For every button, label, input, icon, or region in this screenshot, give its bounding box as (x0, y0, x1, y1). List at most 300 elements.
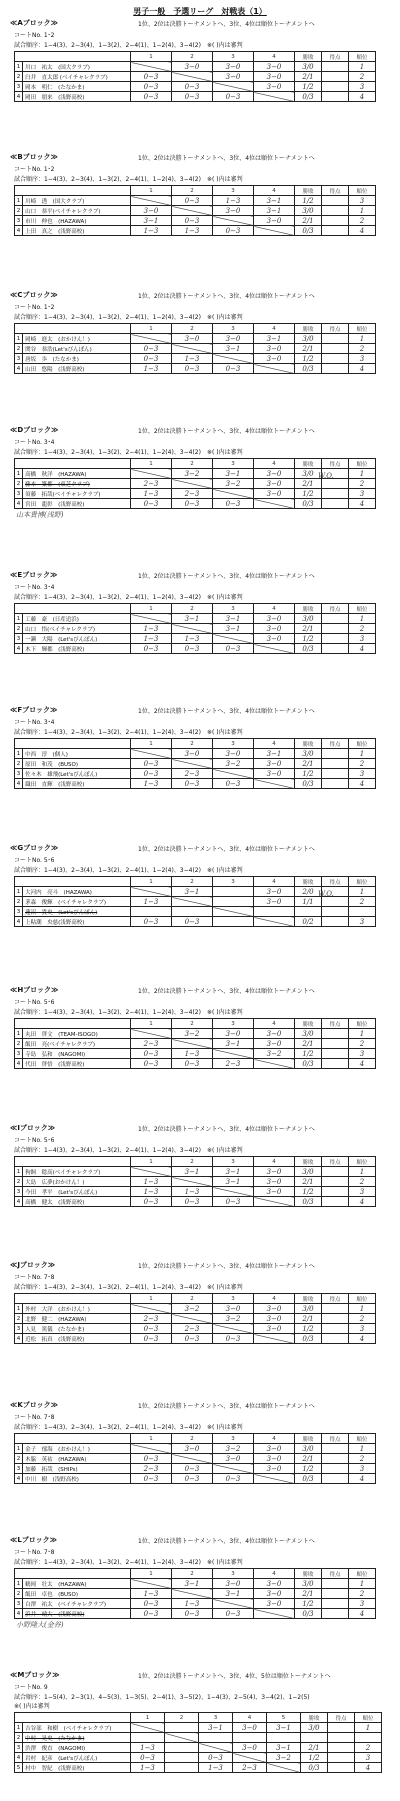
self-match-cell (172, 1589, 213, 1599)
header-cell: 順位 (349, 604, 376, 614)
self-match-cell (213, 216, 254, 226)
player-number: 3 (15, 1743, 23, 1753)
player-name-text: 岡田 朋来 (浅野高校) (25, 94, 85, 101)
match-order: 試合順序：1−4(3)、2−3(4)、1−3(2)、2−4(1)、1−2(4)、3−4(2) ※( )内は審判 (14, 867, 243, 874)
rank: 1 (355, 1723, 382, 1733)
player-name (23, 344, 131, 354)
player-name-text: 中川 樹 (浅野高校) (25, 1476, 79, 1483)
score-cell: 3−2 (172, 1304, 213, 1314)
header-cell: 3 (213, 52, 254, 62)
match-order: 試合順序：1−4(3)、2−3(4)、1−3(2)、2−4(1)、1−2(4)、3−4(2) ※( )内は審判 (14, 176, 243, 183)
rank: 3 (349, 1324, 376, 1334)
win-loss: 2/1 (295, 479, 322, 489)
score-cell: 2−3 (172, 489, 213, 499)
score-cell: 0−3 (131, 1474, 172, 1484)
header-cell: 4 (254, 459, 295, 469)
header-cell: 得点 (322, 1294, 349, 1304)
header-row (15, 1157, 376, 1167)
rank: 2 (355, 1743, 382, 1753)
player-row (15, 479, 376, 489)
player-row (15, 1177, 376, 1187)
player-row (15, 1474, 376, 1484)
header-cell: 3 (213, 1294, 254, 1304)
win-loss: 0/3 (295, 1609, 322, 1619)
rank: 1 (349, 614, 376, 624)
self-match-cell (213, 634, 254, 644)
player-row (15, 779, 376, 789)
win-loss: 1/2 (295, 82, 322, 92)
points (322, 1167, 349, 1177)
rank: 2 (349, 344, 376, 354)
player-row (15, 334, 376, 344)
points (322, 897, 349, 907)
score-cell: 1−3 (131, 624, 172, 634)
player-row (15, 226, 376, 236)
header-cell: 順位 (349, 186, 376, 196)
player-name-text: 上田 真之 (浅野高校) (25, 228, 85, 235)
header-cell: 4 (254, 1019, 295, 1029)
header-cell (15, 1713, 131, 1723)
header-cell: 1 (131, 1713, 165, 1723)
header-cell: 3 (213, 877, 254, 887)
header-cell: 1 (131, 1157, 172, 1167)
header-cell: 4 (254, 1294, 295, 1304)
player-row (15, 1187, 376, 1197)
player-row (15, 489, 376, 499)
player-row (15, 634, 376, 644)
score-cell: 3−2 (267, 1753, 301, 1763)
self-match-cell (172, 1454, 213, 1464)
win-loss (295, 907, 322, 917)
player-name (23, 62, 131, 72)
header-cell: 4 (254, 1434, 295, 1444)
score-cell: 0−3 (131, 1599, 172, 1609)
rank: 2 (349, 759, 376, 769)
rank: 3 (349, 489, 376, 499)
points (322, 334, 349, 344)
self-match-cell (233, 1753, 267, 1763)
score-cell: 3−0 (254, 1029, 295, 1039)
win-loss: 0/3 (295, 1334, 322, 1344)
win-loss: 1/2 (301, 1753, 328, 1763)
score-cell: 0−3 (213, 92, 254, 102)
header-row (15, 1434, 376, 1444)
player-name-text: 飯田 卓也 (BUSO) (25, 1591, 78, 1598)
header-cell: 3 (213, 739, 254, 749)
win-loss: 2/1 (301, 1743, 328, 1753)
self-match-cell (254, 364, 295, 374)
score-cell: 3−2 (213, 1314, 254, 1324)
player-number: 1 (15, 196, 23, 206)
header-cell: 順位 (349, 877, 376, 887)
header-cell: 2 (172, 1294, 213, 1304)
score-cell: 3−0 (254, 1187, 295, 1197)
player-row (15, 1589, 376, 1599)
win-loss: 3/0 (295, 469, 322, 479)
score-cell: 1−3 (131, 897, 172, 907)
points (322, 1579, 349, 1589)
header-cell: 2 (172, 324, 213, 334)
score-cell: 3−1 (254, 196, 295, 206)
score-cell: 3−1 (213, 469, 254, 479)
win-loss: 3/0 (295, 1304, 322, 1314)
player-name-text: 人見 篤儀 (たなかま) (25, 1326, 85, 1333)
player-name (23, 226, 131, 236)
self-match-cell (213, 1187, 254, 1197)
player-number: 1 (15, 1304, 23, 1314)
header-cell: 3 (213, 324, 254, 334)
player-name-text: 鶴岡 壮太 (HAZAWA) (25, 1581, 87, 1588)
player-row (15, 354, 376, 364)
win-loss: 0/3 (301, 1763, 328, 1773)
header-cell: 4 (254, 52, 295, 62)
header-cell: 2 (172, 1434, 213, 1444)
court-number: コートNo. 1･2 (14, 166, 55, 173)
header-row (15, 52, 376, 62)
rank: 2 (349, 1177, 376, 1187)
win-loss: 2/1 (295, 1314, 322, 1324)
rank: 4 (349, 1059, 376, 1069)
rank: 4 (349, 364, 376, 374)
rank: 2 (349, 1589, 376, 1599)
header-cell: 得点 (322, 52, 349, 62)
score-cell: 0−3 (213, 1609, 254, 1619)
handwritten-note: 山本貴博(浅野) (16, 511, 64, 519)
header-cell: 1 (131, 324, 172, 334)
score-cell: 0−3 (131, 1609, 172, 1619)
player-name-text: 中村 晃史 (たなかま) (25, 1735, 85, 1742)
player-name (23, 1464, 131, 1474)
player-row (15, 1049, 376, 1059)
header-cell: 2 (172, 604, 213, 614)
score-cell: 3−1 (267, 1723, 301, 1733)
player-name-text: 木下 輝都 (浅野高校) (25, 646, 85, 653)
score-cell: 3−2 (172, 1029, 213, 1039)
player-name (23, 206, 131, 216)
player-row (15, 206, 376, 216)
player-name-text: 渋澤 俊直 (NAGOMI) (25, 1745, 86, 1752)
score-cell: 3−1 (213, 624, 254, 634)
rank: 2 (349, 72, 376, 82)
player-name-text: 狗飼 稔高(ベイチャレクラブ) (25, 1169, 101, 1176)
score-cell: 3−0 (254, 82, 295, 92)
header-cell: 5 (267, 1713, 301, 1723)
block-name: ≪Kブロック≫ (10, 1401, 58, 1409)
points (322, 1444, 349, 1454)
points (322, 206, 349, 216)
header-cell: 得点 (322, 739, 349, 749)
court-number: コートNo. 7･8 (14, 1274, 55, 1281)
rank: 1 (349, 887, 376, 897)
score-cell: 3−0 (254, 1464, 295, 1474)
self-match-cell (213, 1464, 254, 1474)
score-cell: 3−0 (172, 749, 213, 759)
score-cell: 3−0 (254, 62, 295, 72)
win-loss: 0/3 (295, 1059, 322, 1069)
score-cell: 3−0 (213, 1304, 254, 1314)
self-match-cell (254, 917, 295, 927)
score-cell: 0−3 (199, 1753, 233, 1763)
rank: 2 (349, 1454, 376, 1464)
score-cell: 0−3 (131, 344, 172, 354)
player-name (23, 82, 131, 92)
player-name (23, 72, 131, 82)
score-cell: 0−3 (172, 644, 213, 654)
player-number: 2 (15, 1454, 23, 1464)
points (322, 1589, 349, 1599)
player-name (23, 917, 131, 927)
points (322, 226, 349, 236)
header-cell: 1 (131, 1434, 172, 1444)
header-cell: 4 (254, 186, 295, 196)
self-match-cell (172, 759, 213, 769)
match-order: 試合順序：1−4(3)、2−3(4)、1−3(2)、2−4(1)、1−2(4)、3−4(2) ※( )内は審判 (14, 1147, 243, 1154)
player-number: 1 (15, 1579, 23, 1589)
self-match-cell (172, 1314, 213, 1324)
header-row (15, 877, 376, 887)
score-cell: 3−0 (254, 759, 295, 769)
win-loss: 2/1 (295, 1177, 322, 1187)
rank: 4 (349, 1334, 376, 1344)
points (328, 1723, 355, 1733)
score-cell: 3−0 (254, 769, 295, 779)
self-match-cell (172, 1177, 213, 1187)
score-cell: 1−3 (172, 1187, 213, 1197)
score-cell: 0−3 (131, 499, 172, 509)
player-name (23, 1304, 131, 1314)
player-name-text: 藤本 築都 (東芝クラブ) (25, 481, 90, 488)
player-name (23, 614, 131, 624)
player-row (15, 1197, 376, 1207)
block-advance-note: 1位、2位は決勝トーナメントへ、3位、4位は順位トーナメントへ (138, 293, 315, 300)
score-cell: 0−3 (131, 769, 172, 779)
player-name (23, 479, 131, 489)
player-name-text: 丸田 啓文 (TEAM-ISOGO) (25, 1031, 98, 1038)
score-cell (199, 1733, 233, 1743)
court-number: コートNo. 5･6 (14, 857, 55, 864)
score-cell: 3−1 (199, 1723, 233, 1733)
match-order: 試合順序：1−4(3)、2−3(4)、1−3(2)、2−4(1)、1−2(4)、3−4(2) ※( )内は審判 (14, 1559, 243, 1566)
player-row (15, 1599, 376, 1609)
handwritten-note: 小野隆大(金谷) (16, 1621, 64, 1629)
score-cell: 3−0 (254, 479, 295, 489)
player-name-text: 大河内 亮斗 (HAZAWA) (25, 889, 92, 896)
player-number: 1 (15, 1029, 23, 1039)
points (322, 196, 349, 206)
rank: 3 (349, 769, 376, 779)
win-loss: 0/3 (295, 1197, 322, 1207)
points (322, 499, 349, 509)
score-cell: 1−3 (131, 226, 172, 236)
header-cell: 4 (254, 877, 295, 887)
score-cell: 1−3 (131, 1589, 172, 1599)
header-cell: 2 (172, 1019, 213, 1029)
rank: 1 (349, 1029, 376, 1039)
score-cell: 1−3 (172, 354, 213, 364)
points (322, 1464, 349, 1474)
player-name-text: 高橋 秋洋 (HAZAWA) (25, 471, 87, 478)
player-name-text: 蓮沼 貴史 (Let'sぴんぽん) (25, 909, 98, 916)
header-cell: 勝敗 (295, 1434, 322, 1444)
player-number: 2 (15, 1733, 23, 1743)
player-name-text: 山口 恭平(ベイチャレクラブ) (25, 208, 101, 215)
score-cell: 2−3 (172, 769, 213, 779)
self-match-cell (172, 897, 213, 907)
score-cell (267, 1733, 301, 1743)
score-cell: 0−3 (131, 72, 172, 82)
score-cell: 3−1 (172, 887, 213, 897)
score-cell: 3−0 (213, 72, 254, 82)
score-cell: 3−1 (213, 1177, 254, 1187)
rank: 2 (349, 1314, 376, 1324)
player-name (23, 1609, 131, 1619)
win-loss: 0/3 (295, 644, 322, 654)
score-cell: 3−0 (213, 1579, 254, 1589)
block-name: ≪Aブロック≫ (10, 19, 58, 27)
player-name-text: 川口 祐太 (国大クラブ) (25, 64, 90, 71)
player-name (23, 1753, 131, 1763)
player-name-text: 木脇 英祐 (HAZAWA) (25, 1456, 87, 1463)
score-cell: 3−0 (254, 489, 295, 499)
header-cell (15, 604, 131, 614)
player-name-text: 加藤 拓哉 (SHIPs) (25, 1466, 78, 1473)
player-name (23, 354, 131, 364)
player-name (23, 1474, 131, 1484)
player-name-text: 吉谷部 和樹 (ベイチャレクラブ) (25, 1725, 112, 1732)
points (322, 354, 349, 364)
player-name-text: 北野 健二 (HAZAWA) (25, 1316, 87, 1323)
player-row (15, 499, 376, 509)
round-robin-table (14, 1712, 382, 1773)
score-cell: 0−3 (131, 1324, 172, 1334)
header-cell: 勝敗 (295, 877, 322, 887)
player-name-text: 岩村 紀彦 (Let'sぴんぽん) (25, 1755, 98, 1762)
player-number: 1 (15, 1723, 23, 1733)
points (322, 644, 349, 654)
player-number: 4 (15, 1609, 23, 1619)
win-loss: 0/3 (295, 92, 322, 102)
player-number: 4 (15, 92, 23, 102)
rank: 1 (349, 1304, 376, 1314)
score-cell: 3−0 (172, 1444, 213, 1454)
header-cell: 2 (172, 459, 213, 469)
player-name (23, 634, 131, 644)
round-robin-table (14, 1568, 376, 1619)
rank: 4 (349, 499, 376, 509)
header-cell: 順位 (349, 1294, 376, 1304)
points (322, 82, 349, 92)
player-row (15, 1579, 376, 1589)
header-cell: 4 (254, 1569, 295, 1579)
court-number: コートNo. 1･2 (14, 304, 55, 311)
rank: 3 (349, 354, 376, 364)
player-name (23, 749, 131, 759)
player-name (23, 499, 131, 509)
points (322, 364, 349, 374)
header-cell (15, 739, 131, 749)
win-loss: 0/3 (295, 1474, 322, 1484)
win-loss: 3/0 (295, 62, 322, 72)
court-number: コートNo. 5･6 (14, 999, 55, 1006)
score-cell: 0−3 (131, 1753, 165, 1763)
player-number: 3 (15, 1049, 23, 1059)
player-name (23, 1763, 131, 1773)
player-name (23, 364, 131, 374)
player-name-text: 川崎 透 (国大クラブ) (25, 198, 85, 205)
header-cell: 勝敗 (295, 52, 322, 62)
player-name (23, 1599, 131, 1609)
score-cell: 0−3 (172, 92, 213, 102)
header-cell: 4 (254, 1157, 295, 1167)
header-cell: 3 (213, 1434, 254, 1444)
player-name-text: 岡本 明仁 (たなかま) (25, 84, 85, 91)
self-match-cell (213, 489, 254, 499)
score-cell: 0−3 (213, 364, 254, 374)
player-row (15, 1039, 376, 1049)
header-cell: 得点 (322, 877, 349, 887)
header-cell (15, 1019, 131, 1029)
win-loss: 1/2 (295, 354, 322, 364)
player-row (15, 1324, 376, 1334)
points (322, 72, 349, 82)
player-name-text: 大島 広夢(おかけん！) (25, 1179, 85, 1186)
score-cell: 0−3 (172, 499, 213, 509)
self-match-cell (254, 1334, 295, 1344)
score-cell: 1−3 (172, 226, 213, 236)
score-cell: 0−3 (172, 1464, 213, 1474)
rank: 4 (349, 1609, 376, 1619)
win-loss: 3/0 (295, 206, 322, 216)
score-cell: 3−0 (254, 624, 295, 634)
player-name (23, 1197, 131, 1207)
player-number: 1 (15, 614, 23, 624)
court-number: コートNo. 3･4 (14, 584, 55, 591)
score-cell: 3−0 (254, 614, 295, 624)
player-name-text: 村中 智紀 (浅野高校) (25, 1765, 85, 1772)
player-row (15, 1304, 376, 1314)
win-loss: 1/2 (295, 1187, 322, 1197)
header-row (15, 186, 376, 196)
win-loss: 2/1 (295, 72, 322, 82)
score-cell: 3−0 (254, 216, 295, 226)
player-number: 4 (15, 1334, 23, 1344)
handwritten-note: W.O. (318, 472, 334, 480)
self-match-cell (213, 354, 254, 364)
player-number: 1 (15, 1444, 23, 1454)
round-robin-table (14, 51, 376, 102)
score-cell: 3−2 (213, 759, 254, 769)
score-cell: 3−1 (254, 749, 295, 759)
score-cell: 3−0 (254, 354, 295, 364)
player-number: 1 (15, 469, 23, 479)
header-cell (15, 459, 131, 469)
header-cell: 1 (131, 1569, 172, 1579)
header-cell (15, 1569, 131, 1579)
player-number: 1 (15, 749, 23, 759)
score-cell: 2−3 (131, 1314, 172, 1324)
player-row (15, 196, 376, 206)
player-row (15, 769, 376, 779)
player-row (15, 759, 376, 769)
header-cell: 1 (131, 739, 172, 749)
self-match-cell (254, 499, 295, 509)
player-row (15, 1753, 382, 1763)
points (322, 216, 349, 226)
player-name-text: 代田 啓悟 (浅野高校) (25, 1061, 85, 1068)
player-row (15, 1723, 382, 1733)
rank: 2 (349, 1039, 376, 1049)
score-cell: 0−3 (213, 226, 254, 236)
